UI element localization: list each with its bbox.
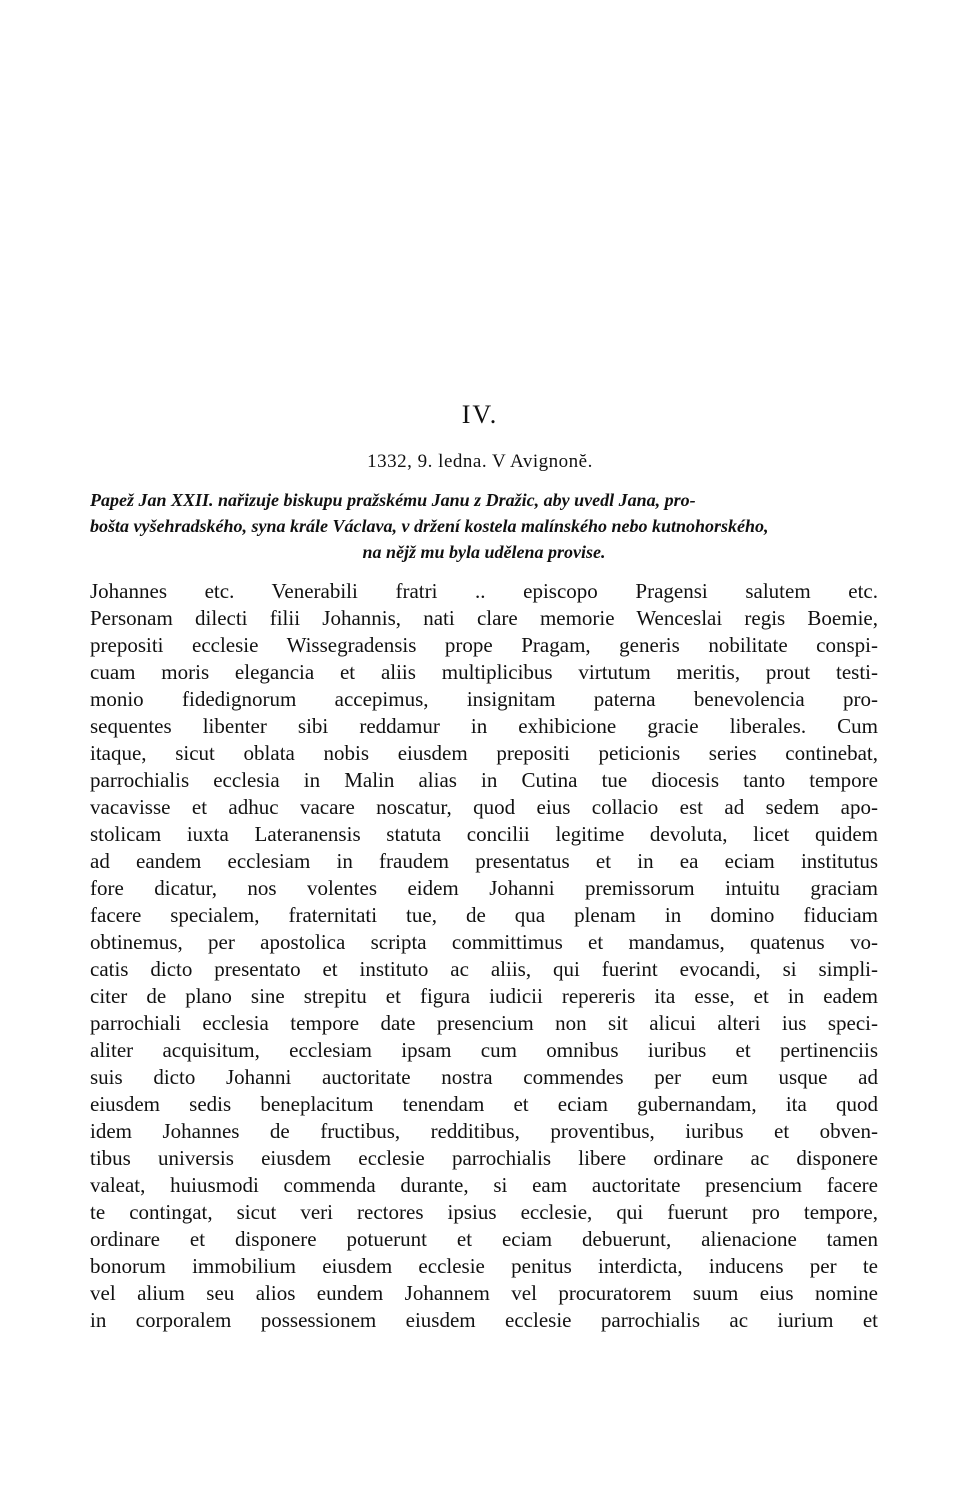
section-heading: IV. [461,400,499,429]
body-line: in corporalem possessionem eiusdem ecclesie parrochialis ac iurium et [90,1308,878,1332]
body-line: obtinemus, per apostolica scripta committimus et mandamus, quatenus vo- [90,930,878,954]
body-line: facere specialem, fraternitati tue, de qua plenam in domino fiduciam [90,903,878,927]
body-line: tibus universis eiusdem ecclesie parrochialis libere ordinare ac disponere [90,1146,878,1170]
body-line: Johannes etc. Venerabili fratri .. episcopo Pragensi salutem etc. [90,579,878,603]
body-line: eiusdem sedis beneplacitum tenendam et eciam gubernandam, ita quod [90,1092,878,1116]
body-line: monio fidedignorum accepimus, insignitam paterna benevolencia pro- [90,687,878,711]
regest-line: bošta vyšehradského, syna krále Václava, v držení kostela malínského nebo kutnohorského, [90,516,769,536]
body-line: ad eandem ecclesiam in fraudem presentatus et in ea eciam institutus [90,849,878,873]
body-line: vacavisse et adhuc vacare noscatur, quod eius collacio est ad sedem apo- [90,795,878,819]
regest-line: Papež Jan XXII. nařizuje biskupu pražskému Janu z Dražic, aby uvedl Jana, pro- [90,490,696,510]
body-line: Personam dilecti filii Johannis, nati clare memorie Wenceslai regis Boemie, [90,606,878,630]
body-line: bonorum immobilium eiusdem ecclesie penitus interdicta, inducens per te [90,1254,878,1278]
document-body [90,578,878,1334]
regest-summary [90,487,878,565]
body-line: idem Johannes de fructibus, redditibus, proventibus, iuribus et obven- [90,1119,878,1143]
body-line: te contingat, sicut veri rectores ipsius ecclesie, qui fuerunt pro tempore, [90,1200,878,1224]
body-line: sequentes libenter sibi reddamur in exhibicione gracie liberales. Cum [90,714,878,738]
body-line: catis dicto presentato et instituto ac aliis, qui fuerint evocandi, si simpli- [90,957,878,981]
body-line: suis dicto Johanni auctoritate nostra commendes per eum usque ad [90,1065,878,1089]
body-line: citer de plano sine strepitu et figura iudicii repereris ita esse, et in eadem [90,984,878,1008]
body-line: itaque, sicut oblata nobis eiusdem prepositi peticionis series continebat, [90,741,878,765]
body-line: prepositi ecclesie Wissegradensis prope Pragam, generis nobilitate conspi- [90,633,878,657]
body-line: parrochiali ecclesia tempore date presencium non sit alicui alteri ius speci- [90,1011,878,1035]
regest-line: na nějž mu byla udělena provise. [362,542,606,562]
body-line: fore dicatur, nos volentes eidem Johanni premissorum intuitu graciam [90,876,878,900]
body-line: ordinare et disponere potuerunt et eciam debuerunt, alienacione tamen [90,1227,878,1251]
body-line: aliter acquisitum, ecclesiam ipsam cum omnibus iuribus et pertinenciis [90,1038,878,1062]
body-line: parrochialis ecclesia in Malin alias in Cutina tue diocesis tanto tempore [90,768,878,792]
body-line: vel alium seu alios eundem Johannem vel procuratorem suum eius nomine [90,1281,878,1305]
body-line: valeat, huiusmodi commenda durante, si eam auctoritate presencium facere [90,1173,878,1197]
body-line: stolicam iuxta Lateranensis statuta concilii legitime devoluta, licet quidem [90,822,878,846]
dateline: 1332, 9. ledna. V Avignonĕ. [367,451,593,472]
body-line: cuam moris elegancia et aliis multiplicibus virtutum meritis, prout testi- [90,660,878,684]
